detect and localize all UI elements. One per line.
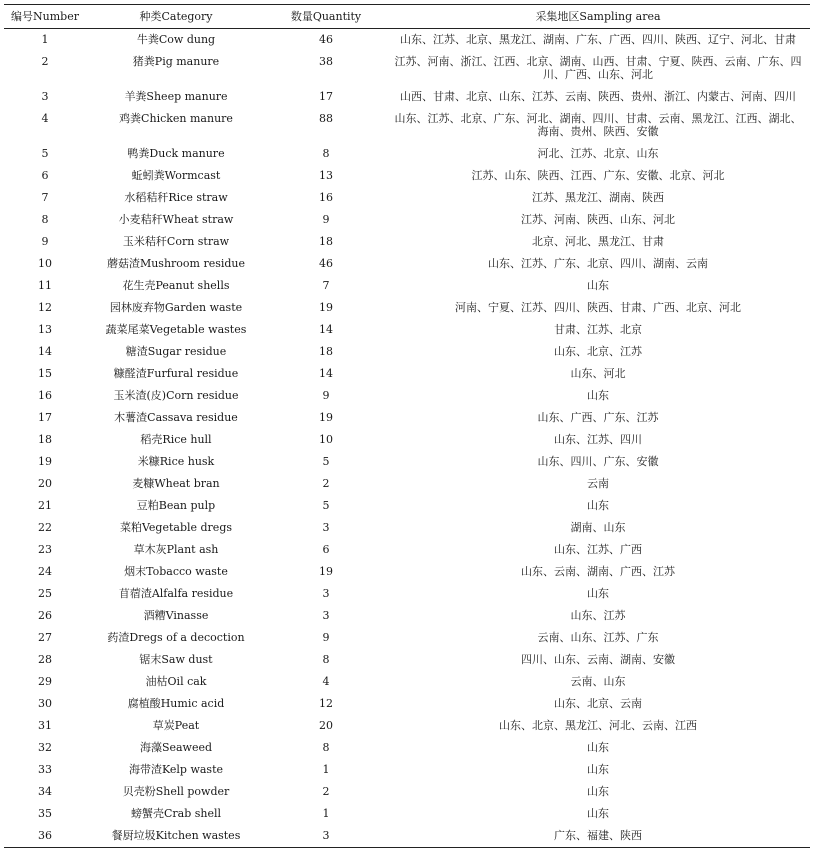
row-sampling-area-cell: 山东 [587, 587, 609, 600]
row-sampling-area-cell: 山东、广西、广东、江苏 [537, 411, 659, 424]
table-row [4, 781, 810, 803]
table-row [4, 407, 810, 429]
row-category-cell: 水稻秸秆Rice straw [124, 191, 228, 204]
row-number-cell: 30 [38, 697, 52, 710]
row-sampling-area-cell: 江苏、山东、陕西、江西、广东、安徽、北京、河北 [471, 169, 725, 182]
header-number: 编号Number [4, 5, 86, 29]
row-sampling-area-cell: 江苏、河南、浙江、江西、北京、湖南、山西、甘肃、宁夏、陕西、云南、广东、四川、广西、山东、河北 [394, 55, 802, 81]
row-number-cell: 22 [38, 521, 52, 534]
row-category-cell: 蔬菜尾菜Vegetable wastes [105, 323, 247, 336]
row-number-cell: 11 [38, 279, 52, 292]
row-category-cell: 糖渣Sugar residue [125, 345, 227, 358]
row-quantity-cell: 3 [322, 521, 330, 534]
row-quantity-cell: 18 [319, 235, 333, 248]
row-number-cell: 18 [38, 433, 52, 446]
table-row [4, 209, 810, 231]
row-sampling-area-cell: 山东、江苏 [570, 609, 626, 622]
table-row [4, 165, 810, 187]
row-sampling-area-cell: 山东、江苏、北京、广东、河北、湖南、四川、甘肃、云南、黑龙江、江西、湖北、海南、贵州、陕西、安徽 [394, 112, 802, 138]
row-sampling-area-cell: 河北、江苏、北京、山东 [537, 147, 659, 160]
table-row [4, 649, 810, 671]
header-sampling-area: 采集地区Sampling area [386, 5, 810, 29]
row-sampling-area-cell: 四川、山东、云南、湖南、安徽 [521, 653, 675, 666]
row-number-cell: 31 [38, 719, 52, 732]
row-sampling-area-cell: 山东 [587, 741, 609, 754]
row-quantity-cell: 2 [322, 477, 330, 490]
row-sampling-area-cell: 山东 [587, 279, 609, 292]
table-row [4, 363, 810, 385]
row-number-cell: 7 [41, 191, 49, 204]
row-sampling-area-cell: 湖南、山东 [570, 521, 626, 534]
row-category-cell: 牛粪Cow dung [136, 33, 216, 46]
row-sampling-area-cell: 云南、山东 [570, 675, 626, 688]
table-body [4, 29, 810, 848]
row-sampling-area-cell: 山东、四川、广东、安徽 [537, 455, 659, 468]
row-sampling-area-cell: 广东、福建、陕西 [386, 825, 810, 848]
table-row [4, 693, 810, 715]
row-category-cell: 贝壳粉Shell powder [122, 785, 230, 798]
row-number-cell: 1 [41, 33, 49, 46]
table-row [4, 108, 810, 143]
row-number-cell: 36 [4, 825, 86, 848]
row-sampling-area-cell: 山东、江苏、广东、北京、四川、湖南、云南 [488, 257, 708, 270]
row-quantity-cell: 1 [322, 763, 330, 776]
row-sampling-area-cell: 北京、河北、黑龙江、甘肃 [532, 235, 664, 248]
row-sampling-area-cell: 山东 [587, 807, 609, 820]
table-row [4, 561, 810, 583]
row-number-cell: 13 [38, 323, 52, 336]
row-sampling-area-cell: 山西、甘肃、北京、山东、江苏、云南、陕西、贵州、浙江、内蒙古、河南、四川 [400, 90, 796, 103]
row-category-cell: 园林废弃物Garden waste [109, 301, 243, 314]
row-sampling-area-cell: 山东 [587, 499, 609, 512]
row-number-cell: 34 [38, 785, 52, 798]
table-row [4, 583, 810, 605]
table-row [4, 715, 810, 737]
row-quantity-cell: 38 [319, 55, 333, 68]
table-row [4, 253, 810, 275]
table-row [4, 86, 810, 108]
row-sampling-area-cell: 江苏、河南、陕西、山东、河北 [521, 213, 675, 226]
table-row [4, 451, 810, 473]
row-sampling-area-cell: 云南 [587, 477, 609, 490]
row-quantity-cell: 8 [322, 653, 330, 666]
row-sampling-area-cell: 山东、云南、湖南、广西、江苏 [521, 565, 675, 578]
row-category-cell: 小麦秸秆Wheat straw [118, 213, 234, 226]
row-quantity-cell: 19 [319, 411, 333, 424]
row-category-cell: 稻壳Rice hull [140, 433, 212, 446]
row-number-cell: 10 [38, 257, 52, 270]
row-sampling-area-cell: 山东 [587, 785, 609, 798]
row-number-cell: 16 [38, 389, 52, 402]
row-quantity-cell: 3 [322, 609, 330, 622]
table-row [4, 231, 810, 253]
row-number-cell: 25 [38, 587, 52, 600]
row-quantity-cell: 20 [319, 719, 333, 732]
row-number-cell: 3 [41, 90, 49, 103]
table-row [4, 627, 810, 649]
row-quantity-cell: 19 [319, 565, 333, 578]
row-sampling-area-cell: 云南、山东、江苏、广东 [537, 631, 659, 644]
row-category-cell: 油枯Oil cak [145, 675, 207, 688]
table-row [4, 385, 810, 407]
row-number-cell: 27 [38, 631, 52, 644]
row-sampling-area-cell: 山东 [587, 389, 609, 402]
table-row [4, 341, 810, 363]
data-table-container [4, 4, 810, 848]
row-number-cell: 29 [38, 675, 52, 688]
row-number-cell: 35 [38, 807, 52, 820]
header-category: 种类Category [86, 5, 266, 29]
row-number-cell: 9 [41, 235, 49, 248]
row-quantity-cell: 19 [319, 301, 333, 314]
row-number-cell: 28 [38, 653, 52, 666]
table-row [4, 605, 810, 627]
row-category-cell: 木薯渣Cassava residue [114, 411, 238, 424]
row-number-cell: 24 [38, 565, 52, 578]
table-row [4, 759, 810, 781]
row-sampling-area-cell: 江苏、黑龙江、湖南、陕西 [532, 191, 664, 204]
row-number-cell: 2 [41, 55, 49, 68]
row-sampling-area-cell: 山东、河北 [570, 367, 626, 380]
table-row [4, 187, 810, 209]
row-sampling-area-cell: 山东、江苏、北京、黑龙江、湖南、广东、广西、四川、陕西、辽宁、河北、甘肃 [400, 33, 796, 46]
row-quantity-cell: 46 [319, 33, 333, 46]
row-category-cell: 麦糠Wheat bran [132, 477, 220, 490]
row-quantity-cell: 16 [319, 191, 333, 204]
row-number-cell: 5 [41, 147, 49, 160]
table-row [4, 297, 810, 319]
row-number-cell: 17 [38, 411, 52, 424]
row-quantity-cell: 5 [322, 499, 330, 512]
table-row [4, 539, 810, 561]
row-quantity-cell: 6 [322, 543, 330, 556]
row-number-cell: 4 [41, 112, 49, 125]
table-row [4, 473, 810, 495]
table-row [4, 671, 810, 693]
table-row [4, 429, 810, 451]
row-sampling-area-cell: 山东 [587, 763, 609, 776]
row-quantity-cell: 14 [319, 323, 333, 336]
row-number-cell: 26 [38, 609, 52, 622]
row-category-cell: 猪粪Pig manure [132, 55, 220, 68]
table-row [4, 51, 810, 86]
row-category-cell: 腐植酸Humic acid [127, 697, 225, 710]
row-sampling-area-cell: 山东、北京、云南 [554, 697, 642, 710]
row-category-cell: 鸭粪Duck manure [127, 147, 225, 160]
row-category-cell: 糠醛渣Furfural residue [113, 367, 239, 380]
row-category-cell: 苜蓿渣Alfalfa residue [118, 587, 234, 600]
row-quantity-cell: 9 [322, 389, 330, 402]
row-number-cell: 6 [41, 169, 49, 182]
row-sampling-area-cell: 河南、宁夏、江苏、四川、陕西、甘肃、广西、北京、河北 [455, 301, 741, 314]
row-quantity-cell: 7 [322, 279, 330, 292]
header-quantity: 数量Quantity [266, 5, 386, 29]
row-category-cell: 蚯蚓粪Wormcast [131, 169, 221, 182]
row-category-cell: 玉米秸秆Corn straw [122, 235, 230, 248]
row-quantity-cell: 12 [319, 697, 333, 710]
row-category-cell: 海带渣Kelp waste [128, 763, 224, 776]
row-quantity-cell: 3 [266, 825, 386, 848]
row-category-cell: 玉米渣(皮)Corn residue [113, 389, 239, 402]
row-quantity-cell: 8 [322, 741, 330, 754]
row-sampling-area-cell: 山东、北京、江苏 [554, 345, 642, 358]
row-quantity-cell: 3 [322, 587, 330, 600]
row-quantity-cell: 8 [322, 147, 330, 160]
table-row [4, 825, 810, 848]
row-sampling-area-cell: 山东、江苏、广西 [554, 543, 642, 556]
table-row [4, 737, 810, 759]
row-category-cell: 米糠Rice husk [137, 455, 215, 468]
table-row [4, 495, 810, 517]
row-quantity-cell: 9 [322, 631, 330, 644]
row-category-cell: 草木灰Plant ash [133, 543, 219, 556]
row-number-cell: 15 [38, 367, 52, 380]
row-number-cell: 20 [38, 477, 52, 490]
row-quantity-cell: 14 [319, 367, 333, 380]
row-quantity-cell: 4 [322, 675, 330, 688]
table-row [4, 517, 810, 539]
row-number-cell: 32 [38, 741, 52, 754]
row-number-cell: 19 [38, 455, 52, 468]
row-quantity-cell: 1 [322, 807, 330, 820]
row-category-cell: 羊粪Sheep manure [124, 90, 228, 103]
sampling-table [4, 4, 810, 848]
row-category-cell: 酒糟Vinasse [143, 609, 209, 622]
row-quantity-cell: 5 [322, 455, 330, 468]
table-row [4, 29, 810, 52]
row-category-cell: 烟末Tobacco waste [124, 565, 228, 578]
table-row [4, 803, 810, 825]
row-category-cell: 蘑菇渣Mushroom residue [106, 257, 246, 270]
row-category-cell: 螃蟹壳Crab shell [130, 807, 222, 820]
row-category-cell: 花生壳Peanut shells [122, 279, 230, 292]
row-quantity-cell: 2 [322, 785, 330, 798]
row-sampling-area-cell: 甘肃、江苏、北京 [554, 323, 642, 336]
row-quantity-cell: 13 [319, 169, 333, 182]
row-sampling-area-cell: 山东、江苏、四川 [554, 433, 642, 446]
row-sampling-area-cell: 山东、北京、黑龙江、河北、云南、江西 [499, 719, 697, 732]
row-quantity-cell: 9 [322, 213, 330, 226]
row-number-cell: 33 [38, 763, 52, 776]
row-quantity-cell: 88 [319, 112, 333, 125]
row-category-cell: 豆粕Bean pulp [136, 499, 216, 512]
row-number-cell: 14 [38, 345, 52, 358]
row-category-cell: 鸡粪Chicken manure [119, 112, 233, 125]
row-number-cell: 8 [41, 213, 49, 226]
row-number-cell: 23 [38, 543, 52, 556]
row-quantity-cell: 10 [319, 433, 333, 446]
table-row [4, 275, 810, 297]
row-category-cell: 餐厨垃圾Kitchen wastes [86, 825, 266, 848]
row-quantity-cell: 18 [319, 345, 333, 358]
row-category-cell: 药渣Dregs of a decoction [107, 631, 245, 644]
row-number-cell: 21 [38, 499, 52, 512]
row-category-cell: 菜粕Vegetable dregs [119, 521, 233, 534]
row-quantity-cell: 17 [319, 90, 333, 103]
row-category-cell: 海藻Seaweed [139, 741, 213, 754]
table-row [4, 143, 810, 165]
table-row [4, 319, 810, 341]
row-category-cell: 草炭Peat [152, 719, 200, 732]
row-category-cell: 锯末Saw dust [139, 653, 213, 666]
row-number-cell: 12 [38, 301, 52, 314]
table-header-row [4, 5, 810, 29]
row-quantity-cell: 46 [319, 257, 333, 270]
